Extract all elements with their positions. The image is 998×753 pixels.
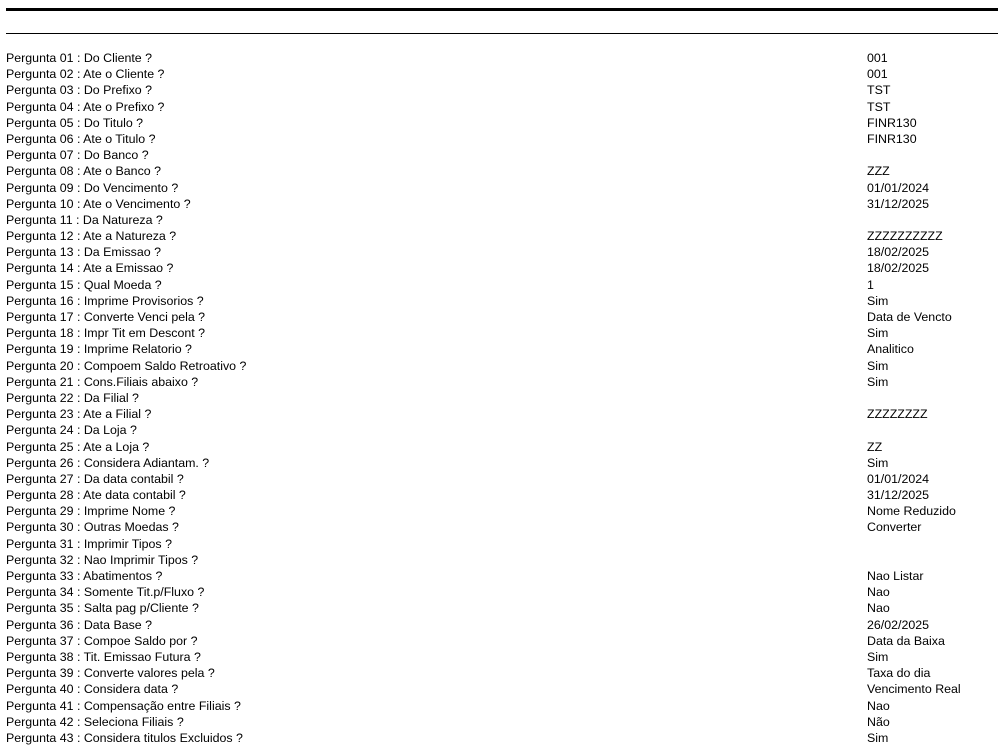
- parameter-row: [6, 260, 998, 276]
- parameter-row: [6, 681, 998, 697]
- parameter-label: Pergunta 37 : Compoe Saldo por ?: [6, 633, 198, 648]
- parameter-value: Sim: [867, 326, 889, 341]
- parameter-value: Não: [867, 714, 890, 729]
- parameter-value: Sim: [867, 293, 889, 308]
- parameter-row: [6, 714, 998, 730]
- parameter-value: Vencimento Real: [867, 682, 961, 697]
- parameter-row: [6, 325, 998, 341]
- parameter-value: 26/02/2025: [867, 617, 930, 632]
- parameter-value: Sim: [867, 649, 889, 664]
- parameter-value: Sim: [867, 455, 889, 470]
- parameter-label: Pergunta 18 : Impr Tit em Descont ?: [6, 326, 206, 341]
- parameter-label: Pergunta 27 : Da data contabil ?: [6, 471, 184, 486]
- parameter-label: Pergunta 22 : Da Filial ?: [6, 390, 139, 405]
- parameter-label: Pergunta 28 : Ate data contabil ?: [6, 488, 186, 503]
- parameter-value: Data da Baixa: [867, 633, 945, 648]
- parameter-value: 18/02/2025: [867, 261, 930, 276]
- parameter-label: Pergunta 02 : Ate o Cliente ?: [6, 67, 165, 82]
- parameter-row: [6, 390, 998, 406]
- parameter-label: Pergunta 35 : Salta pag p/Cliente ?: [6, 601, 199, 616]
- parameter-row: [6, 115, 998, 131]
- parameter-row: [6, 163, 998, 179]
- parameter-row: [6, 131, 998, 147]
- parameter-row: [6, 277, 998, 293]
- parameter-row: [6, 228, 998, 244]
- parameter-value: 1: [867, 277, 874, 292]
- parameter-value: 31/12/2025: [867, 196, 930, 211]
- parameter-label: Pergunta 15 : Qual Moeda ?: [6, 277, 162, 292]
- parameter-label: Pergunta 39 : Converte valores pela ?: [6, 666, 215, 681]
- parameter-row: [6, 293, 998, 309]
- parameter-row: [6, 374, 998, 390]
- parameter-row: [6, 99, 998, 115]
- parameter-value: Taxa do dia: [867, 666, 931, 681]
- parameter-value: Analitico: [867, 342, 914, 357]
- parameter-value: Nao: [867, 601, 890, 616]
- parameter-value: 01/01/2024: [867, 180, 930, 195]
- parameter-row: [6, 66, 998, 82]
- parameter-value: FINR130: [867, 115, 917, 130]
- parameter-label: Pergunta 21 : Cons.Filiais abaixo ?: [6, 374, 199, 389]
- parameter-value: FINR130: [867, 131, 917, 146]
- parameter-row: [6, 309, 998, 325]
- parameter-label: Pergunta 12 : Ate a Natureza ?: [6, 229, 177, 244]
- parameter-label: Pergunta 40 : Considera data ?: [6, 682, 179, 697]
- parameter-label: Pergunta 14 : Ate a Emissao ?: [6, 261, 174, 276]
- parameter-label: Pergunta 10 : Ate o Vencimento ?: [6, 196, 191, 211]
- parameter-row: [6, 50, 998, 66]
- parameter-label: Pergunta 19 : Imprime Relatorio ?: [6, 342, 192, 357]
- parameter-label: Pergunta 38 : Tit. Emissao Futura ?: [6, 649, 201, 664]
- parameter-label: Pergunta 13 : Da Emissao ?: [6, 245, 161, 260]
- parameter-row: [6, 196, 998, 212]
- parameter-row: [6, 406, 998, 422]
- parameter-row: [6, 244, 998, 260]
- parameter-row: [6, 503, 998, 519]
- parameter-value: 01/01/2024: [867, 471, 930, 486]
- parameter-label: Pergunta 43 : Considera titulos Excluidos ?: [6, 730, 243, 745]
- parameter-value: Nao: [867, 698, 890, 713]
- header-rule: [6, 33, 998, 34]
- parameter-label: Pergunta 09 : Do Vencimento ?: [6, 180, 179, 195]
- parameter-label: Pergunta 01 : Do Cliente ?: [6, 51, 153, 65]
- parameter-value: 18/02/2025: [867, 245, 930, 260]
- parameter-value: Sim: [867, 358, 889, 373]
- parameter-value: 001: [867, 51, 888, 65]
- parameter-row: [6, 487, 998, 503]
- parameter-row: [6, 455, 998, 471]
- parameter-value: Sim: [867, 374, 889, 389]
- parameter-row: [6, 600, 998, 616]
- parameter-row: [6, 439, 998, 455]
- parameter-value: ZZZ: [867, 164, 890, 179]
- parameter-label: Pergunta 17 : Converte Venci pela ?: [6, 310, 206, 324]
- parameter-row: [6, 471, 998, 487]
- parameter-row: [6, 552, 998, 568]
- parameter-value: ZZ: [867, 439, 883, 454]
- parameter-row: [6, 665, 998, 681]
- parameter-value: Sim: [867, 730, 889, 745]
- parameter-value: 001: [867, 67, 888, 82]
- parameter-label: Pergunta 33 : Abatimentos ?: [6, 569, 163, 583]
- parameter-row: [6, 584, 998, 600]
- parameter-row: [6, 519, 998, 535]
- parameter-value: 31/12/2025: [867, 488, 930, 503]
- parameter-label: Pergunta 03 : Do Prefixo ?: [6, 83, 153, 98]
- parameter-row: [6, 82, 998, 98]
- parameter-value: Converter: [867, 520, 922, 535]
- parameter-row: [6, 649, 998, 665]
- parameter-label: Pergunta 29 : Imprime Nome ?: [6, 504, 176, 519]
- parameter-row: [6, 358, 998, 374]
- parameter-value: Nao: [867, 585, 890, 600]
- parameter-value: ZZZZZZZZZZ: [867, 229, 943, 244]
- parameter-row: [6, 422, 998, 438]
- parameter-label: Pergunta 16 : Imprime Provisorios ?: [6, 293, 204, 308]
- parameter-label: Pergunta 36 : Data Base ?: [6, 617, 153, 632]
- parameter-label: Pergunta 31 : Imprimir Tipos ?: [6, 536, 172, 551]
- parameter-row: [6, 341, 998, 357]
- parameter-row: [6, 730, 998, 746]
- parameter-label: Pergunta 04 : Ate o Prefixo ?: [6, 99, 165, 114]
- parameter-label: Pergunta 23 : Ate a Filial ?: [6, 407, 152, 422]
- parameter-row: [6, 536, 998, 552]
- parameter-label: Pergunta 06 : Ate o Titulo ?: [6, 131, 156, 146]
- parameter-value: Nao Listar: [867, 569, 924, 583]
- parameter-row: [6, 568, 998, 584]
- parameter-row: [6, 617, 998, 633]
- parameter-label: Pergunta 34 : Somente Tit.p/Fluxo ?: [6, 585, 205, 600]
- parameter-label: Pergunta 05 : Do Titulo ?: [6, 115, 144, 130]
- parameter-value: Data de Vencto: [867, 310, 952, 324]
- parameter-list: [6, 50, 998, 746]
- parameter-label: Pergunta 20 : Compoem Saldo Retroativo ?: [6, 358, 247, 373]
- parameter-row: [6, 147, 998, 163]
- parameter-label: Pergunta 24 : Da Loja ?: [6, 423, 137, 438]
- parameter-label: Pergunta 25 : Ate a Loja ?: [6, 439, 150, 454]
- parameter-value: TST: [867, 83, 891, 98]
- parameter-label: Pergunta 30 : Outras Moedas ?: [6, 520, 179, 535]
- top-rule: [6, 8, 998, 11]
- parameter-value: TST: [867, 99, 891, 114]
- parameter-row: [6, 212, 998, 228]
- parameter-row: [6, 180, 998, 196]
- parameter-label: Pergunta 26 : Considera Adiantam. ?: [6, 455, 210, 470]
- parameter-label: Pergunta 08 : Ate o Banco ?: [6, 164, 161, 179]
- parameter-label: Pergunta 42 : Seleciona Filiais ?: [6, 714, 184, 729]
- parameter-label: Pergunta 11 : Da Natureza ?: [6, 212, 163, 227]
- parameter-label: Pergunta 41 : Compensação entre Filiais ?: [6, 698, 241, 713]
- parameter-value: ZZZZZZZZ: [867, 407, 928, 422]
- parameter-value: Nome Reduzido: [867, 504, 956, 519]
- parameter-row: [6, 698, 998, 714]
- parameter-label: Pergunta 32 : Nao Imprimir Tipos ?: [6, 552, 199, 567]
- parameter-row: [6, 633, 998, 649]
- parameter-label: Pergunta 07 : Do Banco ?: [6, 148, 149, 163]
